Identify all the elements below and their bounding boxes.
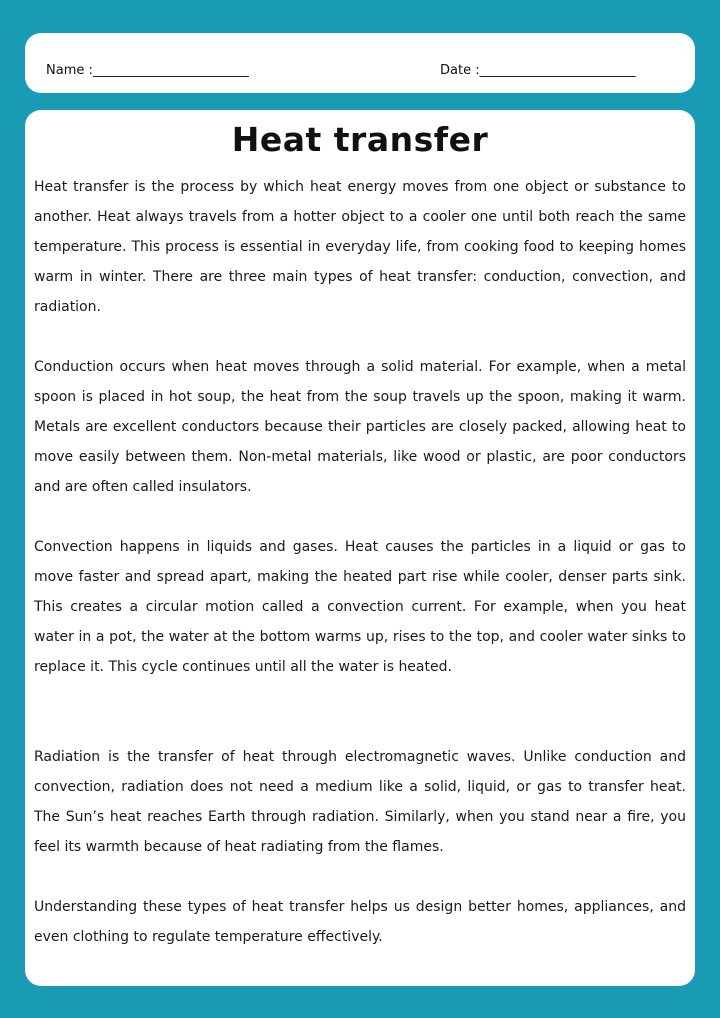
paragraph-conduction: Conduction occurs when heat moves through a solid material. For example, when a metal spoon is placed in hot soup, the heat from the soup travels up the spoon, making it warm. Metals are excellent conductors because their particles are closely packed, allowing heat to move easily between them. Non-metal materials, like wood or plastic, are poor conductors and are often called insulators. xyxy=(34,359,686,495)
worksheet-card xyxy=(25,110,695,986)
paragraph-intro: Heat transfer is the process by which heat energy moves from one object or substance to another. Heat always travels from a hotter object to a cooler one until both reach the same temperature. This process is essential in everyday life, from cooking food to keeping homes warm in winter. There are three main types of heat transfer: conduction, convection, and radiation. xyxy=(34,179,686,315)
name-field[interactable]: Name :________________________ xyxy=(46,63,249,78)
paragraph-radiation: Radiation is the transfer of heat through electromagnetic waves. Unlike conduction and convection, radiation does not need a medium like a solid, liquid, or gas to transfer heat. The Sun’s heat reaches Earth through radiation. Similarly, when you stand near a fire, you feel its warmth because of heat radiating from the flames. xyxy=(34,749,686,855)
paragraph-convection: Convection happens in liquids and gases. Heat causes the particles in a liquid or gas to move faster and spread apart, making the heated part rise while cooler, denser parts sink. This creates a circular motion called a convection current. For example, when you heat water in a pot, the water at the bottom warms up, rises to the top, and cooler water sinks to replace it. This cycle continues until all the water is heated. xyxy=(34,539,686,675)
date-field[interactable]: Date :________________________ xyxy=(440,63,636,78)
header-card xyxy=(25,33,695,93)
paragraph-conclusion: Understanding these types of heat transfer helps us design better homes, appliances, and even clothing to regulate temperature effectively. xyxy=(34,899,686,945)
worksheet-title: Heat transfer xyxy=(231,120,489,159)
